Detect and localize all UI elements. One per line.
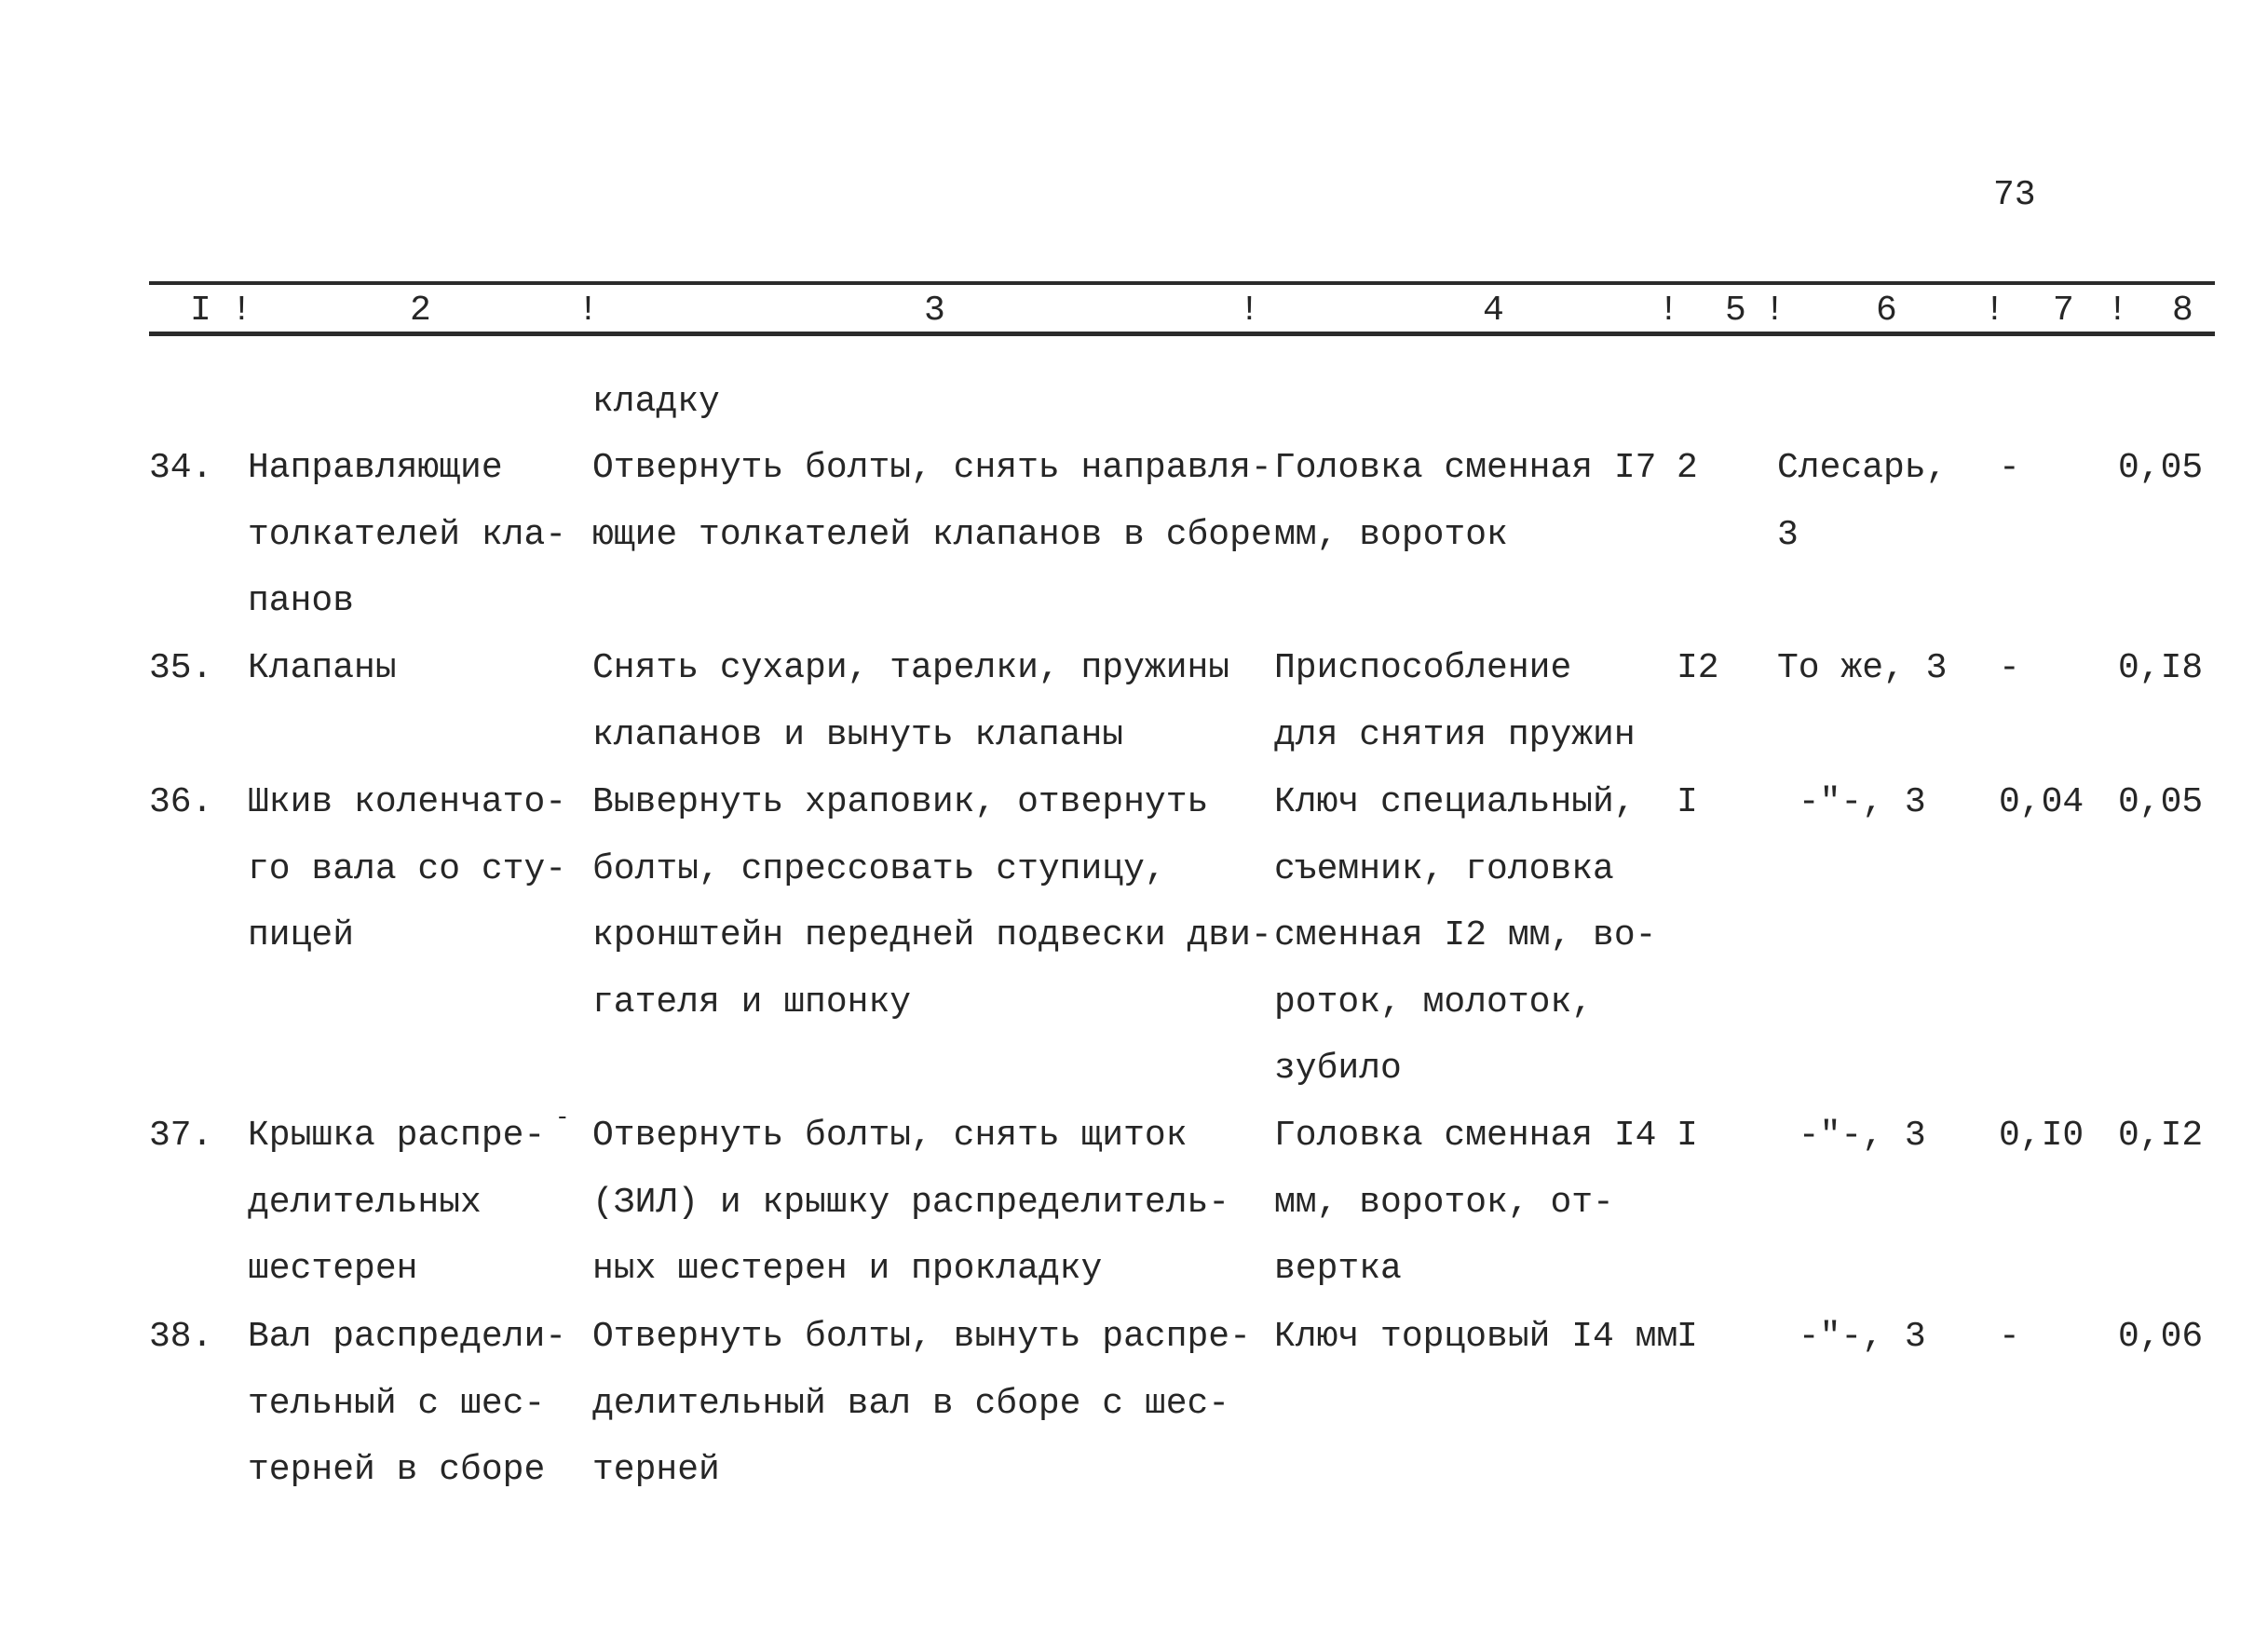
header-separator: ! [1764,291,1786,331]
worker-text: Слесарь, 3 [1777,448,1948,555]
operation-text: Отвернуть болты, снять щиток (ЗИЛ) и крышку распределитель- ных шестерен и прокладку [592,1116,1230,1289]
row-number: 36. [149,782,213,822]
col7-value: - [1999,1317,2020,1357]
tool-text: Головка сменная I7 мм, вороток [1274,448,1657,555]
table-top-rule [149,281,2215,285]
col8-value: 0,06 [2118,1317,2204,1357]
page-number: 73 [1993,175,2036,215]
header-col-1: I [190,291,211,331]
header-separator: ! [1984,291,2005,331]
row-number: 35. [149,648,213,688]
col8-value: 0,I8 [2118,648,2204,688]
part-name: Крышка распре- делительных шестерен [248,1116,546,1289]
header-separator: ! [1239,291,1260,331]
header-separator: ! [231,291,252,331]
col5-value: I [1677,1116,1698,1156]
table-header-rule [149,332,2215,336]
header-separator: ! [1658,291,1679,331]
worker-text: -"-, 3 [1777,1116,1926,1156]
col8-value: 0,05 [2118,782,2204,822]
header-col-6: 6 [1876,291,1897,331]
operation-text: Отвернуть болты, снять направля- ющие толкателей клапанов в сборе [592,448,1272,555]
operation-continuation: кладку [592,382,720,422]
tool-text: Ключ торцовый I4 мм [1274,1317,1678,1357]
tool-text: Приспособление для снятия пружин [1274,648,1636,755]
stray-mark: - [555,1104,570,1131]
col7-value: 0,I0 [1999,1116,2084,1156]
row-number: 37. [149,1116,213,1156]
header-col-5: 5 [1725,291,1746,331]
header-col-7: 7 [2053,291,2074,331]
col7-value: - [1999,648,2020,688]
worker-text: То же, 3 [1777,648,1948,688]
worker-text: -"-, 3 [1777,1317,1926,1357]
tool-text: Ключ специальный, съемник, головка сменная I2 мм, во- роток, молоток, зубило [1274,782,1657,1089]
operation-text: Снять сухари, тарелки, пружины клапанов и вынуть клапаны [592,648,1230,755]
part-name: Вал распредели- тельный с шес- терней в сборе [248,1317,567,1490]
header-col-8: 8 [2172,291,2193,331]
worker-text: -"-, 3 [1777,782,1926,822]
col7-value: 0,04 [1999,782,2084,822]
col5-value: 2 [1677,448,1698,488]
header-col-4: 4 [1483,291,1504,331]
col5-value: I [1677,782,1698,822]
col5-value: I2 [1677,648,1719,688]
part-name: Шкив коленчато- го вала со сту- пицей [248,782,567,955]
header-separator: ! [2107,291,2128,331]
header-separator: ! [577,291,599,331]
row-number: 34. [149,448,213,488]
header-col-2: 2 [410,291,431,331]
part-name: Клапаны [248,648,397,688]
col7-value: - [1999,448,2020,488]
col8-value: 0,I2 [2118,1116,2204,1156]
header-col-3: 3 [924,291,945,331]
col8-value: 0,05 [2118,448,2204,488]
operation-text: Вывернуть храповик, отвернуть болты, спрессовать ступицу, кронштейн передней подвески дви- гателя и шпонку [592,782,1272,1022]
tool-text: Головка сменная I4 мм, вороток, от- вертка [1274,1116,1657,1289]
row-number: 38. [149,1317,213,1357]
operation-text: Отвернуть болты, вынуть распре- делительный вал в сборе с шес- терней [592,1317,1251,1490]
col5-value: I [1677,1317,1698,1357]
part-name: Направляющие толкателей кла- панов [248,448,567,621]
